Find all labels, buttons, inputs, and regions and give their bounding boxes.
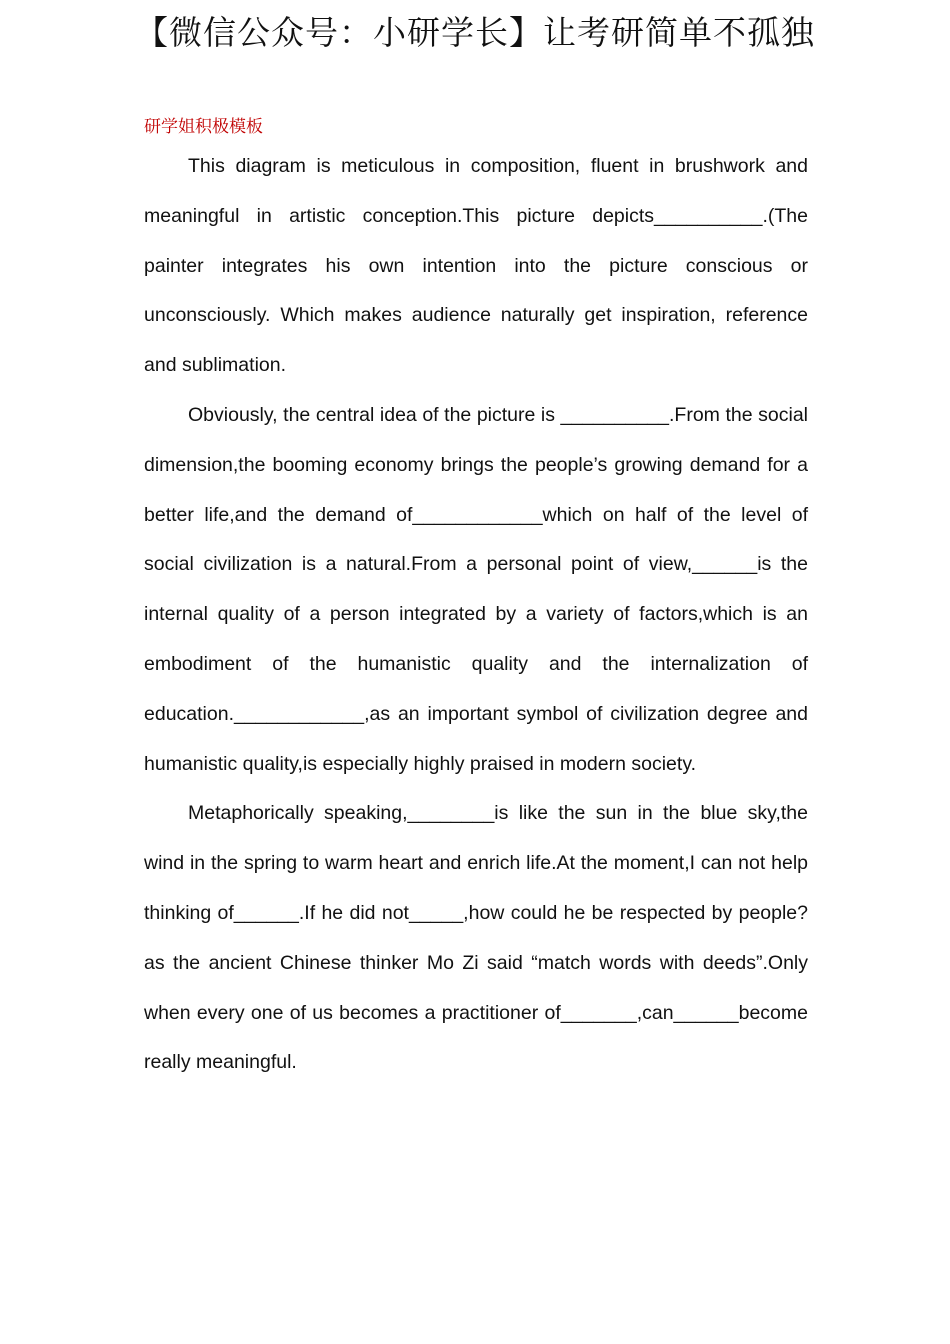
page-header-banner: 【微信公众号：小研学长】让考研简单不孤独	[135, 13, 815, 52]
paragraph-3: Metaphorically speaking,________is like the sun in the blue sky,the wind in the spring to warm heart and enrich life.At the moment,I can not help thinking of______.If he did not_____,how could he be respected by people?as the ancient Chinese thinker Mo Zi said “match words with deeds”.Only when every one of us becomes a practitioner of_______,can______become really meaningful.	[144, 802, 808, 1074]
document-body	[144, 112, 808, 1088]
section-title: 研学姐积极模板	[144, 117, 263, 137]
paragraph-1: This diagram is meticulous in composition, fluent in brushwork and meaningful in artistic conception.This picture depicts__________.(The painter integrates his own intention into the picture conscious or unconsciously. Which makes audience naturally get inspiration, reference and sublimation.	[144, 155, 808, 377]
paragraph-2: Obviously, the central idea of the picture is __________.From the social dimension,the booming economy brings the people’s growing demand for a better life,and the demand of____________which on half of the level of social civilization is a natural.From a personal point of view,______is the internal quality of a person integrated by a variety of factors,which is an embodiment of the humanistic quality and the internalization of education.____________,as an important symbol of civilization degree and humanistic quality,is especially highly praised in modern society.	[144, 403, 808, 775]
